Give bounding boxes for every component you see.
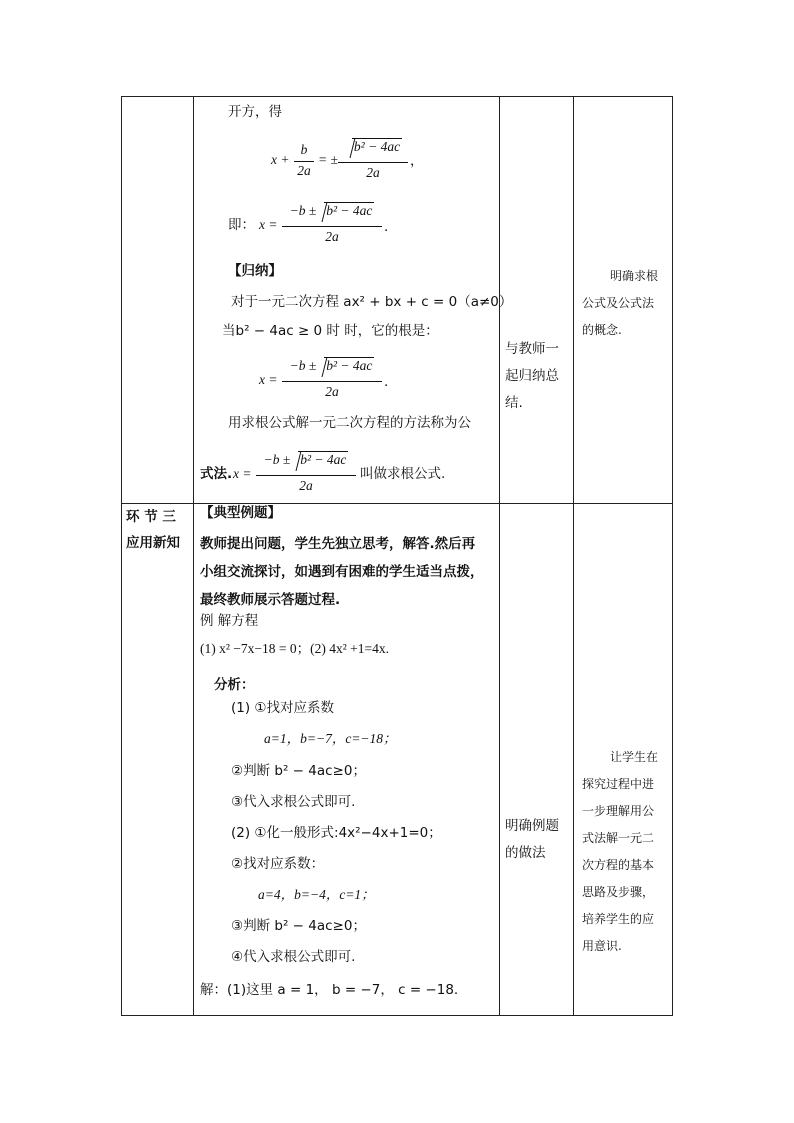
analysis-label: 分析： <box>214 677 255 693</box>
kaifang-text: 开方，得 <box>228 104 282 120</box>
analysis-step: a=4，b=−4，c=1； <box>258 887 375 902</box>
analysis-step: ④代入求根公式即可. <box>231 949 356 965</box>
teacher-intro: 教师提出问题，学生先独立思考，解答.然后再 小组交流探讨，如遇到有困难的学生适当点拨， 最终教师展示答题过程. <box>200 536 484 608</box>
fraction-root-formula: −b ± b² − 4ac 2a <box>282 357 382 403</box>
analysis-step: ③代入求根公式即可. <box>231 794 356 810</box>
fraction-root-formula: −b ± b² − 4ac 2a <box>282 202 382 248</box>
fraction-root-formula: −b ± b² − 4ac 2a <box>256 451 356 497</box>
fraction-sqrt-discriminant: b² − 4ac 2a <box>338 138 408 184</box>
student-activity-1: 与教师一 起归纳总 结. <box>505 341 559 411</box>
column-divider <box>193 97 194 1015</box>
example-heading: 【典型例题】 <box>200 505 281 521</box>
analysis-step: ②找对应系数： <box>231 856 325 872</box>
column-divider <box>573 97 574 1015</box>
guina-line-1: 对于一元二次方程 ax² + bx + c = 0（a≠0） <box>231 294 513 310</box>
design-intent-2: 让学生在 探究过程中进 一步理解用公 式法解一元二 次方程的基本 思路及步骤， 培养学生的应 用意识. <box>582 750 659 953</box>
guina-line-2: 当b² − 4ac ≥ 0 时 时，它的根是： <box>222 323 439 339</box>
guina-heading: 【归纳】 <box>228 263 282 279</box>
column-divider <box>499 97 500 1015</box>
analysis-step: (2) ①化一般形式:4x²−4x+1=0； <box>231 825 442 841</box>
example-equations: (1) x² −7x−18 = 0；(2) 4x² +1=4x. <box>200 641 390 656</box>
fraction-b-over-2a: b 2a <box>294 142 314 182</box>
design-intent-1: 明确求根 公式及公式法 的概念. <box>582 269 659 337</box>
analysis-step: a=1，b=−7，c=−18； <box>264 731 397 746</box>
stage-label: 环 节 三 应用新知 <box>126 509 180 551</box>
formula-method-line: 用求根公式解一元二次方程的方法称为公 <box>228 415 471 431</box>
analysis-step: ②判断 b² − 4ac≥0； <box>231 763 366 779</box>
example-label: 例 解方程 <box>200 613 259 629</box>
solution-line: 解：(1)这里 a = 1， b = −7， c = −18. <box>200 982 459 998</box>
analysis-step: ③判断 b² − 4ac≥0； <box>231 918 366 934</box>
analysis-step: (1) ①找对应系数 <box>231 700 335 716</box>
student-activity-2: 明确例题 的做法 <box>505 818 559 861</box>
